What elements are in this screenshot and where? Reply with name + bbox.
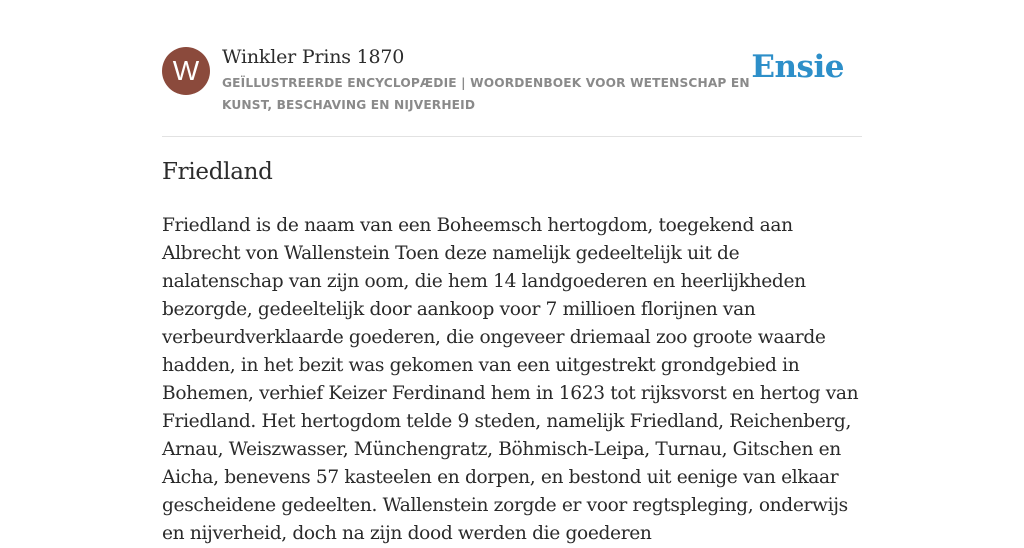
book-title[interactable]: Winkler Prins 1870 [222,46,405,68]
entry-title: Friedland [162,159,273,185]
book-header [162,44,862,137]
ensie-logo[interactable]: Ensie [751,49,844,85]
book-avatar[interactable]: W [162,47,210,95]
entry-body: Friedland is de naam van een Boheemsch hertogdom, toegekend aan Albrecht von Wallenstein Toen deze namelijk gedeeltelijk uit de nalatenschap van zijn oom, die hem 14 landgoederen en heerlijkheden bezorgde, gedeeltelijk door aankoop voor 7 millioen florijnen van verbeurdverklaarde goederen, die ongeveer driemaal zoo groote waarde hadden, in het bezit was gekomen van een uitgestrekt grondgebied in Bohemen, verhief Keizer Ferdinand hem in 1623 tot rijksvorst en hertog van Friedland. Het hertogdom telde 9 steden, namelijk Friedland, Reichenberg, Arnau, Weiszwasser, Münchengratz, Böhmisch-Leipa, Turnau, Gitschen en Aicha, benevens 57 kasteelen en dorpen, en bestond uit eenige van elkaar gescheidene gedeelten. Wallenstein zorgde er voor regtspleging, onderwijs en nijverheid, doch na zijn dood werden die goederen [162,215,859,544]
book-subtitle: GEÏLLUSTREERDE ENCYCLOPÆDIE | WOORDENBOEK VOOR WETENSCHAP EN KUNST, BESCHAVING EN NIJVERHEID [222,76,750,112]
